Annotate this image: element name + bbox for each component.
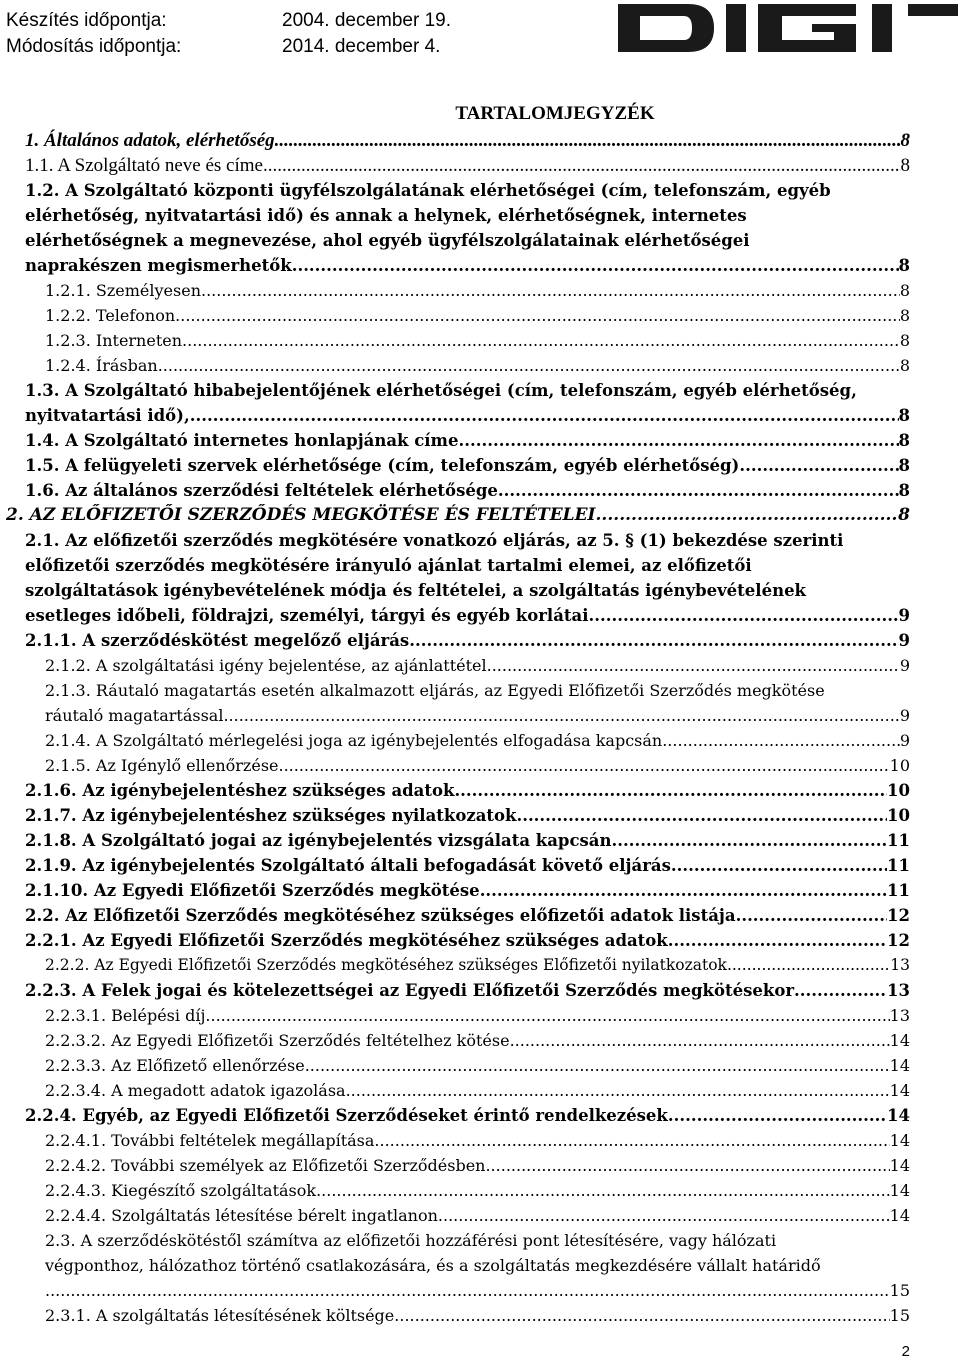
- toc-entry-text: 1.2. A Szolgáltató központi ügyfélszolgálatának elérhetőségei (cím, telefonszám, egyéb: [25, 181, 831, 200]
- toc-entry-text: naprakészen megismerhetők: [25, 256, 292, 275]
- toc-line: [25, 978, 910, 1003]
- toc-line: [25, 453, 910, 478]
- toc-line: [45, 278, 910, 303]
- toc-page-number: 14: [889, 1131, 910, 1150]
- dot-leader: [374, 1128, 889, 1153]
- toc-page-number: 11: [887, 831, 910, 850]
- toc-entry-text: szolgáltatások igénybevételének módja és feltételei, a szolgáltatás igénybevételének: [25, 581, 806, 600]
- toc-entry-text: 2.1.1. A szerződéskötést megelőző eljárás: [25, 631, 410, 650]
- dot-leader: [480, 878, 887, 903]
- toc-entry-text: 2.2.3.1. Belépési díj: [45, 1006, 206, 1025]
- page-number: 2: [901, 1343, 910, 1360]
- toc-line: [45, 303, 910, 328]
- toc-page-number: 8: [898, 505, 910, 525]
- toc-page-number: 10: [887, 806, 910, 825]
- toc-entry-text: 2.1.7. Az igénybejelentéshez szükséges nyilatkozatok: [25, 806, 517, 825]
- toc-entry-text: 2.1.10. Az Egyedi Előfizetői Szerződés megkötése: [25, 881, 480, 900]
- toc-page-number: 8: [899, 356, 910, 375]
- dot-leader: [727, 953, 890, 978]
- toc-page-number: 15: [889, 1281, 910, 1300]
- toc-line: [25, 153, 910, 178]
- toc-entry-text: 1.5. A felügyeleti szervek elérhetősége (cím, telefonszám, egyéb elérhetőség): [25, 456, 740, 475]
- toc-line: [6, 503, 910, 528]
- toc-entry-text: 2.1.3. Ráutaló magatartás esetén alkalmazott eljárás, az Egyedi Előfizetői Szerződés megkötése: [45, 681, 825, 700]
- toc-line: [45, 353, 910, 378]
- toc-line: [45, 1128, 910, 1153]
- toc-entry-text: 2.1.4. A Szolgáltató mérlegelési joga az igénybejelentés elfogadása kapcsán: [45, 731, 663, 750]
- toc-page-number: 14: [889, 1181, 910, 1200]
- toc-line: [45, 728, 910, 753]
- document-meta: [6, 8, 451, 60]
- toc-line: [45, 1228, 910, 1253]
- dot-leader: [668, 1103, 887, 1128]
- toc-entry-text: 2.2.3.3. Az Előfizető ellenőrzése: [45, 1056, 305, 1075]
- toc-entry-text: 2.2.4.4. Szolgáltatás létesítése bérelt ingatlanon: [45, 1206, 438, 1225]
- toc-page-number: 8: [900, 130, 910, 151]
- toc-page-number: 9: [899, 706, 910, 725]
- toc-entry-text: esetleges időbeli, földrajzi, személyi, tárgyi és egyéb korlátai: [25, 606, 589, 625]
- toc-line: [45, 1253, 910, 1278]
- toc-line: [25, 478, 910, 503]
- toc-page-number: 14: [887, 1106, 910, 1125]
- toc-line: [45, 1178, 910, 1203]
- toc-page-number: 8: [899, 281, 910, 300]
- toc-page-number: 10: [887, 781, 910, 800]
- toc-line: [25, 553, 910, 578]
- dot-leader: [223, 703, 899, 728]
- toc-line: [25, 253, 910, 278]
- toc-page-number: 11: [887, 881, 910, 900]
- toc-line: [45, 1303, 910, 1328]
- toc-entry-text: ráutaló magatartással: [45, 706, 224, 725]
- toc-line: [25, 853, 910, 878]
- toc-entry-text: 2.2.4.1. További feltételek megállapítása: [45, 1131, 375, 1150]
- dot-leader: [510, 1028, 890, 1053]
- dot-leader: [671, 853, 887, 878]
- toc-page-number: 15: [889, 1306, 910, 1325]
- dot-leader: [516, 803, 887, 828]
- dot-leader: [611, 828, 887, 853]
- created-label: Készítés időpontja:: [6, 10, 167, 31]
- toc-page-number: 14: [889, 1081, 910, 1100]
- toc-line: [25, 403, 910, 428]
- toc-entry-text: 2.2.2. Az Egyedi Előfizetői Szerződés megkötéséhez szükséges Előfizetői nyilatkozatok: [45, 956, 727, 974]
- toc-page-number: 8: [900, 155, 910, 176]
- toc-entry-text: 2.2.3.4. A megadott adatok igazolása: [45, 1081, 346, 1100]
- toc-line: [25, 428, 910, 453]
- toc-line: [45, 703, 910, 728]
- modified-value: 2014. december 4.: [282, 36, 441, 57]
- dot-leader: [346, 1078, 890, 1103]
- toc-line: [25, 903, 910, 928]
- toc-page-number: 12: [887, 931, 910, 950]
- created-row: [6, 8, 451, 34]
- toc-line: [45, 678, 910, 703]
- toc-page-number: 14: [889, 1056, 910, 1075]
- toc-line: [25, 578, 910, 603]
- dot-leader: [668, 928, 887, 953]
- toc-page-number: 9: [898, 631, 910, 650]
- toc-page-number: 14: [889, 1206, 910, 1225]
- toc-line: [25, 203, 910, 228]
- toc-page-number: 12: [887, 906, 910, 925]
- modified-row: [6, 34, 451, 60]
- dot-leader: [438, 1203, 890, 1228]
- toc-entry-text: 1. Általános adatok, elérhetőség: [25, 130, 275, 151]
- toc-page-number: 13: [887, 981, 910, 1000]
- toc-entry-text: 1.4. A Szolgáltató internetes honlapjának címe: [25, 431, 459, 450]
- toc-line: [25, 878, 910, 903]
- toc-page-number: 8: [898, 456, 910, 475]
- dot-leader: [485, 1153, 889, 1178]
- toc-entry-text: 2.2.1. Az Egyedi Előfizetői Szerződés megkötéséhez szükséges adatok: [25, 931, 668, 950]
- toc-entry-text: 2.1. Az előfizetői szerződés megkötésére vonatkozó eljárás, az 5. § (1) bekezdése szerinti: [25, 531, 844, 550]
- toc-entry-text: 2.1.5. Az Igénylő ellenőrzése: [45, 756, 279, 775]
- toc-line: [25, 178, 910, 203]
- dot-leader: [739, 453, 898, 478]
- dot-leader: [190, 403, 899, 428]
- toc-page-number: 8: [898, 431, 910, 450]
- toc-line: [25, 803, 910, 828]
- toc-entry-text: 2.2.3.2. Az Egyedi Előfizetői Szerződés feltételhez kötése: [45, 1031, 510, 1050]
- dot-leader: [498, 478, 899, 503]
- toc-entry-text: előfizetői szerződés megkötésére irányuló ajánlat tartalmi elemei, az előfizetői: [25, 556, 752, 575]
- toc-page-number: 14: [889, 1031, 910, 1050]
- toc-entry-text: 1.2.1. Személyesen: [45, 281, 201, 300]
- toc-entry-text: 2.1.2. A szolgáltatási igény bejelentése, az ajánlattétel: [45, 656, 487, 675]
- toc-entry-text: 2.3.1. A szolgáltatás létesítésének költsége: [45, 1306, 395, 1325]
- dot-leader: [454, 778, 887, 803]
- toc-page-number: 8: [898, 481, 910, 500]
- dot-leader: [316, 1178, 890, 1203]
- toc-entry-text: 1.6. Az általános szerződési feltételek elérhetősége: [25, 481, 498, 500]
- toc-entry-text: 1.3. A Szolgáltató hibabejelentőjének elérhetőségei (cím, telefonszám, egyéb elérhetőség,: [25, 381, 857, 400]
- dot-leader: [459, 428, 899, 453]
- toc-entry-text: 2.1.9. Az igénybejelentés Szolgáltató általi befogadását követő eljárás: [25, 856, 671, 875]
- toc-entry-text: végponthoz, hálózathoz történő csatlakozására, és a szolgáltatás megkezdésére vállalt határidő: [45, 1256, 821, 1275]
- dot-leader: [305, 1053, 890, 1078]
- dot-leader: [45, 1278, 890, 1303]
- toc-entry-text: 2.2.4. Egyéb, az Egyedi Előfizetői Szerződéseket érintő rendelkezések: [25, 1106, 668, 1125]
- toc-entry-text: 1.2.2. Telefonon: [45, 306, 176, 325]
- dot-leader: [736, 903, 887, 928]
- toc-line: [45, 753, 910, 778]
- toc-line: [45, 1153, 910, 1178]
- toc-line: [25, 628, 910, 653]
- toc-line: [45, 1028, 910, 1053]
- toc-page-number: 8: [899, 306, 910, 325]
- toc-line: [25, 528, 910, 553]
- toc-entry-text: 1.2.4. Írásban: [45, 356, 158, 375]
- dot-leader: [409, 628, 898, 653]
- digi-logo: [616, 2, 960, 54]
- toc-entry-text: 2.2.4.3. Kiegészítő szolgáltatások: [45, 1181, 317, 1200]
- toc-entry-text: 2.3. A szerződéskötéstől számítva az előfizetői hozzáférési pont létesítésére, vagy hálózati: [45, 1231, 777, 1250]
- toc-line: [45, 1278, 910, 1303]
- dot-leader: [794, 978, 887, 1003]
- dot-leader: [201, 278, 900, 303]
- dot-leader: [279, 753, 890, 778]
- toc-page-number: 14: [889, 1156, 910, 1175]
- toc-line: [25, 828, 910, 853]
- toc-entry-text: 2.2.4.2. További személyek az Előfizetői Szerződésben: [45, 1156, 486, 1175]
- toc-line: [45, 328, 910, 353]
- dot-leader: [182, 328, 900, 353]
- toc-line: [25, 128, 910, 153]
- toc-entry-text: 1.2.3. Interneten: [45, 331, 183, 350]
- toc-line: [45, 1003, 910, 1028]
- modified-label: Módosítás időpontja:: [6, 36, 182, 57]
- toc-page-number: 11: [887, 856, 910, 875]
- toc-page-number: 8: [899, 331, 910, 350]
- dot-leader: [275, 128, 901, 153]
- dot-leader: [263, 153, 901, 178]
- toc-page-number: 8: [898, 406, 910, 425]
- toc-line: [45, 1078, 910, 1103]
- toc-line: [25, 1103, 910, 1128]
- toc-line: [45, 953, 910, 978]
- toc-entry-text: nyitvatartási idő),: [25, 406, 190, 425]
- toc-line: [25, 378, 910, 403]
- toc-line: [45, 653, 910, 678]
- toc-line: [25, 603, 910, 628]
- toc-entry-text: 2. AZ ELŐFIZETŐI SZERZŐDÉS MEGKÖTÉSE ÉS FELTÉTELEI: [6, 505, 596, 525]
- toc-entry-text: 1.1. A Szolgáltató neve és címe: [25, 155, 263, 176]
- toc-page-number: 13: [889, 1006, 910, 1025]
- toc-entry-text: elérhetőségnek a megnevezése, ahol egyéb ügyfélszolgálatainak elérhetőségei: [25, 231, 750, 250]
- toc-line: [45, 1053, 910, 1078]
- dot-leader: [175, 303, 900, 328]
- dot-leader: [158, 353, 900, 378]
- dot-leader: [588, 603, 898, 628]
- toc-page-number: 9: [899, 731, 910, 750]
- created-value: 2004. december 19.: [282, 10, 452, 31]
- toc-entry-text: 2.2. Az Előfizetői Szerződés megkötéséhez szükséges előfizetői adatok listája: [25, 906, 736, 925]
- toc-page-number: 9: [898, 606, 910, 625]
- toc-entry-text: elérhetőség, nyitvatartási idő) és annak a helynek, elérhetőségnek, internetes: [25, 206, 747, 225]
- toc-line: [25, 228, 910, 253]
- dot-leader: [205, 1003, 889, 1028]
- dot-leader: [487, 653, 900, 678]
- toc-page-number: 8: [898, 256, 910, 275]
- toc-page-number: 13: [890, 956, 910, 974]
- dot-leader: [596, 503, 899, 528]
- toc-page-number: 9: [899, 656, 910, 675]
- dot-leader: [292, 253, 899, 278]
- toc-entry-text: 2.2.3. A Felek jogai és kötelezettségei az Egyedi Előfizetői Szerződés megkötésekor: [25, 981, 795, 1000]
- dot-leader: [662, 728, 900, 753]
- toc-page-number: 10: [889, 756, 910, 775]
- toc-entry-text: 2.1.8. A Szolgáltató jogai az igénybejelentés vizsgálata kapcsán: [25, 831, 612, 850]
- toc-line: [45, 1203, 910, 1228]
- toc-line: [25, 928, 910, 953]
- toc-title: TARTALOMJEGYZÉK: [455, 103, 655, 124]
- toc-line: [25, 778, 910, 803]
- dot-leader: [394, 1303, 889, 1328]
- toc-entry-text: 2.1.6. Az igénybejelentéshez szükséges adatok: [25, 781, 455, 800]
